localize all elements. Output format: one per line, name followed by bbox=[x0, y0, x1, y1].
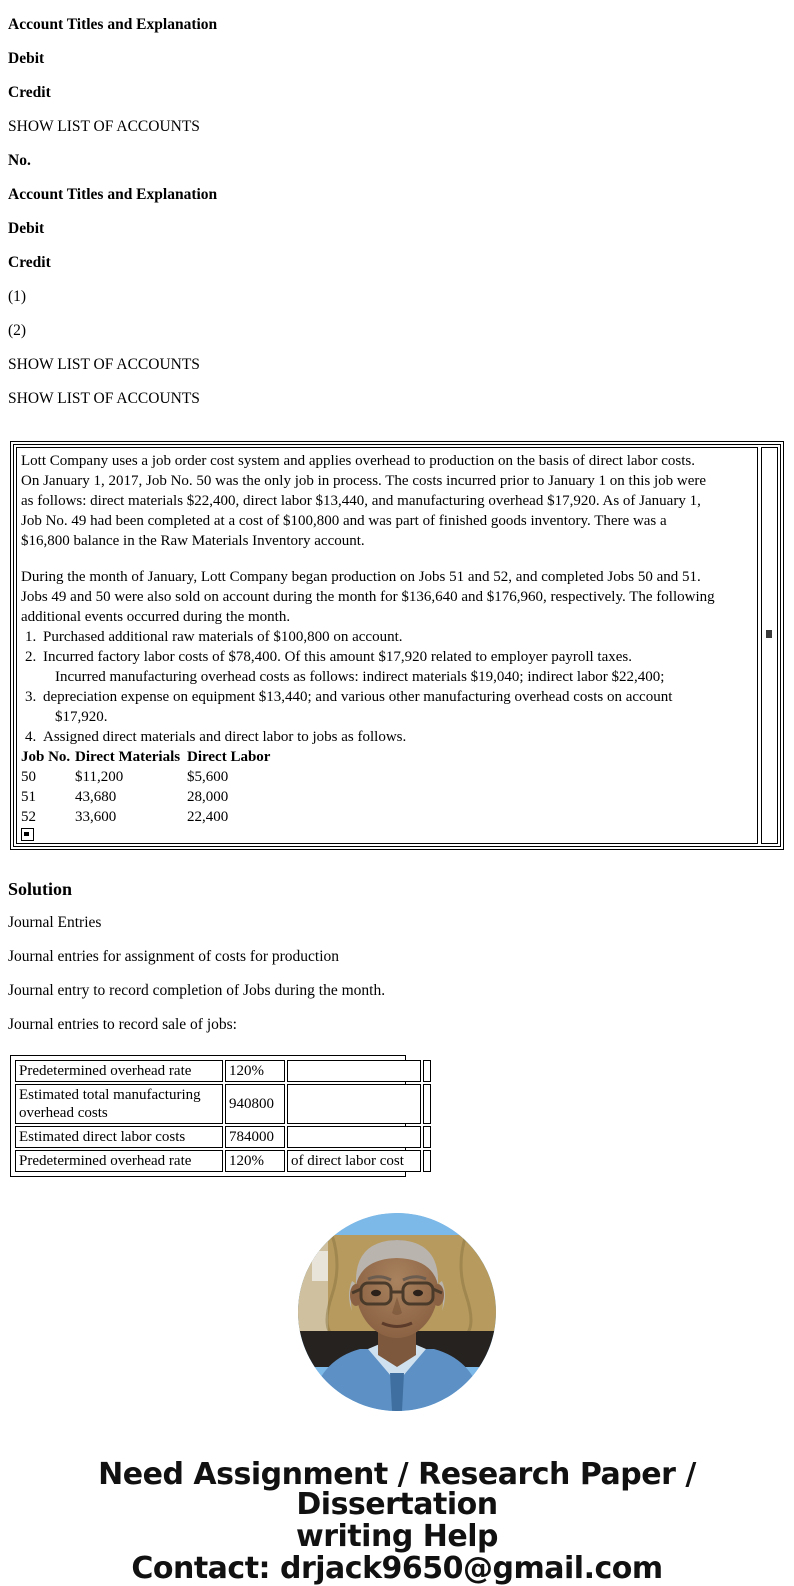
rate-spacer-cell-1 bbox=[423, 1060, 431, 1082]
overhead-rate-table-wrapper bbox=[10, 1055, 406, 1177]
table-row bbox=[15, 1084, 431, 1124]
table-row bbox=[21, 787, 307, 807]
label-debit-1: Debit bbox=[8, 50, 45, 67]
list-item-number: 1. bbox=[25, 629, 37, 645]
jobs-cell-job-no: 50 bbox=[21, 769, 36, 785]
problem-statement-inner-frame bbox=[13, 444, 781, 847]
portrait-photo bbox=[298, 1213, 496, 1411]
show-list-of-accounts-link-2[interactable]: SHOW LIST OF ACCOUNTS bbox=[8, 356, 200, 373]
table-row bbox=[15, 1150, 431, 1172]
label-no: No. bbox=[8, 152, 31, 169]
solution-line-assignment-of-costs: Journal entries for assignment of costs for production bbox=[8, 948, 340, 965]
show-list-of-accounts-link-1[interactable]: SHOW LIST OF ACCOUNTS bbox=[8, 118, 200, 135]
problem-paragraph-1 bbox=[21, 451, 753, 551]
list-item-text-continued: $17,920. bbox=[55, 709, 108, 725]
rate-value-predetermined-overhead-rate: 120% bbox=[225, 1060, 285, 1082]
table-row bbox=[15, 1060, 431, 1082]
problem-statement-box bbox=[10, 441, 784, 850]
list-item bbox=[21, 627, 753, 647]
jobs-cell-direct-materials: 33,600 bbox=[75, 809, 117, 825]
table-row bbox=[21, 807, 307, 827]
problem-p1-line-5: $16,800 balance in the Raw Materials Inventory account. bbox=[21, 533, 365, 549]
rate-label-predetermined-overhead-rate-result: Predetermined overhead rate bbox=[15, 1150, 223, 1172]
promo-line-1: Need Assignment / Research Paper / Dissertation bbox=[98, 1457, 696, 1522]
label-account-titles-1: Account Titles and Explanation bbox=[8, 16, 218, 33]
paragraph-spacer bbox=[21, 551, 753, 567]
list-item-number: 4. bbox=[25, 729, 37, 745]
problem-events-list bbox=[21, 627, 753, 747]
vertical-scrollbar[interactable] bbox=[761, 447, 778, 844]
jobs-cell-job-no: 51 bbox=[21, 789, 36, 805]
overhead-rate-table bbox=[13, 1058, 433, 1174]
jobs-cell-direct-labor: 22,400 bbox=[187, 809, 229, 825]
portrait-row bbox=[0, 1213, 794, 1416]
promo-line-2: writing Help bbox=[296, 1519, 498, 1554]
avatar bbox=[298, 1213, 496, 1411]
solution-line-journal-entries: Journal Entries bbox=[8, 914, 102, 931]
page-title: Solution bbox=[8, 879, 73, 899]
jobs-header-job-no: Job No. bbox=[21, 749, 71, 765]
table-row bbox=[21, 767, 307, 787]
list-item-text: depreciation expense on equipment $13,440; and various other manufacturing overhead costs on account bbox=[43, 689, 673, 705]
jobs-cell-direct-materials: 43,680 bbox=[75, 789, 117, 805]
label-credit-1: Credit bbox=[8, 84, 51, 101]
problem-p1-line-2: On January 1, 2017, Job No. 50 was the only job in process. The costs incurred prior to January 1 on this job were bbox=[21, 473, 707, 489]
horizontal-scrollbar-corner[interactable] bbox=[21, 828, 34, 841]
list-item-text: Assigned direct materials and direct labor to jobs as follows. bbox=[43, 729, 407, 745]
jobs-cell-job-no: 52 bbox=[21, 809, 36, 825]
list-item-number: 3. bbox=[25, 689, 37, 705]
rate-note-of-direct-labor-cost: of direct labor cost bbox=[287, 1150, 421, 1172]
list-item-number: 2. bbox=[25, 649, 37, 665]
jobs-header-direct-materials: Direct Materials bbox=[75, 749, 181, 765]
jobs-cell-direct-labor: 28,000 bbox=[187, 789, 229, 805]
problem-statement-scroll-area[interactable] bbox=[16, 447, 758, 844]
promo-banner bbox=[0, 1457, 794, 1586]
rate-spacer-cell-4 bbox=[423, 1150, 431, 1172]
rate-value-estimated-total-overhead: 940800 bbox=[225, 1084, 285, 1124]
rate-note-empty-3 bbox=[287, 1126, 421, 1148]
solution-section bbox=[0, 872, 794, 1042]
solution-line-completion-of-jobs: Journal entry to record completion of Jobs during the month. bbox=[8, 982, 386, 999]
solution-line-sale-of-jobs: Journal entries to record sale of jobs: bbox=[8, 1016, 237, 1033]
list-item bbox=[21, 647, 753, 687]
problem-p1-line-1: Lott Company uses a job order cost system and applies overhead to production on the basis of direct labor costs. bbox=[21, 453, 696, 469]
problem-p1-line-4: Job No. 49 had been completed at a cost of $100,800 and was part of finished goods inventory. There was a bbox=[21, 513, 667, 529]
table-row bbox=[15, 1126, 431, 1148]
field-label-list bbox=[0, 0, 794, 416]
show-list-of-accounts-link-3[interactable]: SHOW LIST OF ACCOUNTS bbox=[8, 390, 200, 407]
entry-marker-2: (2) bbox=[8, 322, 27, 339]
jobs-cell-direct-materials: $11,200 bbox=[75, 769, 124, 785]
rate-label-predetermined-overhead-rate: Predetermined overhead rate bbox=[15, 1060, 223, 1082]
problem-p2-line-3: additional events occurred during the month. bbox=[21, 609, 291, 625]
list-item-text-continued: Incurred manufacturing overhead costs as follows: indirect materials $19,040; indirect labor $22,400; bbox=[55, 669, 665, 685]
jobs-cost-table bbox=[21, 747, 307, 827]
entry-marker-1: (1) bbox=[8, 288, 27, 305]
rate-note-empty-2 bbox=[287, 1084, 421, 1124]
rate-value-estimated-direct-labor: 784000 bbox=[225, 1126, 285, 1148]
label-debit-2: Debit bbox=[8, 220, 45, 237]
problem-paragraph-2 bbox=[21, 567, 753, 627]
jobs-header-direct-labor: Direct Labor bbox=[187, 749, 271, 765]
rate-note-empty-1 bbox=[287, 1060, 421, 1082]
jobs-cell-direct-labor: $5,600 bbox=[187, 769, 229, 785]
scroll-arrow-icon bbox=[24, 832, 29, 836]
rate-label-estimated-direct-labor: Estimated direct labor costs bbox=[15, 1126, 223, 1148]
problem-p2-line-2: Jobs 49 and 50 were also sold on account during the month for $136,640 and $176,960, respectively. The following bbox=[21, 589, 715, 605]
problem-p2-line-1: During the month of January, Lott Company began production on Jobs 51 and 52, and completed Jobs 50 and 51. bbox=[21, 569, 701, 585]
list-item bbox=[21, 727, 753, 747]
problem-p1-line-3: as follows: direct materials $22,400, direct labor $13,440, and manufacturing overhead $17,920. As of January 1, bbox=[21, 493, 701, 509]
rate-label-estimated-total-overhead: Estimated total manufacturing overhead costs bbox=[15, 1084, 223, 1124]
scrollbar-thumb[interactable] bbox=[766, 630, 772, 638]
label-account-titles-2: Account Titles and Explanation bbox=[8, 186, 218, 203]
list-item-text: Purchased additional raw materials of $100,800 on account. bbox=[43, 629, 403, 645]
list-item bbox=[21, 687, 753, 727]
list-item-text: Incurred factory labor costs of $78,400. Of this amount $17,920 related to employer payroll taxes. bbox=[43, 649, 633, 665]
table-header-row bbox=[21, 747, 307, 767]
label-credit-2: Credit bbox=[8, 254, 51, 271]
rate-spacer-cell-2 bbox=[423, 1084, 431, 1124]
rate-spacer-cell-3 bbox=[423, 1126, 431, 1148]
promo-line-3: Contact: drjack9650@gmail.com bbox=[131, 1551, 663, 1586]
rate-value-predetermined-overhead-rate-result: 120% bbox=[225, 1150, 285, 1172]
